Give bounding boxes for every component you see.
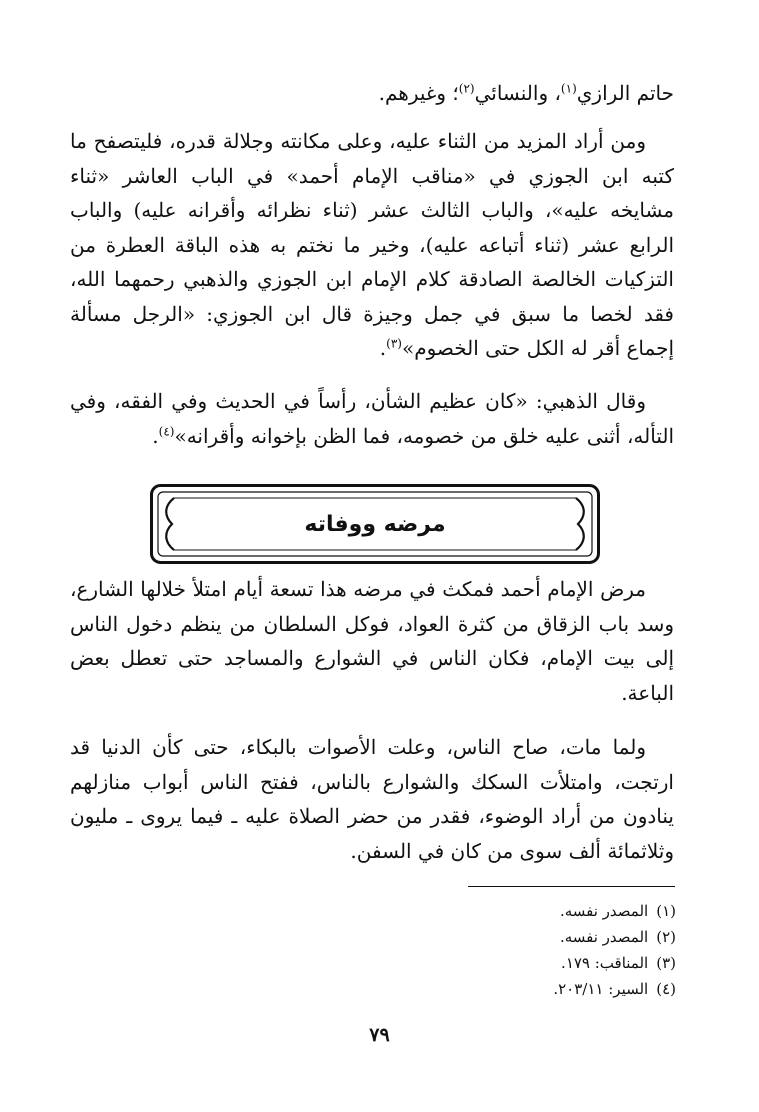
footnotes [440,898,676,1002]
paragraph-5-text: ولما مات، صاح الناس، وعلت الأصوات بالبكاء، حتى كأن الدنيا قد ارتجت، وامتلأت السكك والشوارع بالناس، ففتح الناس أبواب منازلهم ينادون من أراد الوضوء، فقدر من حضر الصلاة عليه ـ فيما يروى ـ مليون وثلاثمائة ألف سوى من كان في السفن. [70,735,674,863]
paragraph-4 [70,572,674,710]
footnote-2 [440,924,676,950]
page-number: ٧٩ [369,1024,390,1046]
footnote-text: المصدر نفسه. [559,928,649,946]
footnote-separator [468,886,675,887]
section-heading: مرضه ووفاته [304,511,446,537]
footnote-number: (٤) [656,980,676,998]
paragraph-3-text: وقال الذهبي: «كان عظيم الشأن، رأساً في الحديث وفي الفقه، وفي التأله، أثنى عليه خلق من خصومه، فما الظن بإخوانه وأقرانه» [70,389,674,448]
footnote-number: (١) [656,902,676,920]
footnote-3 [440,950,676,976]
footnote-ref-4: (٤) [158,423,175,438]
footnote-text: المناقب: ١٧٩. [561,954,649,972]
paragraph-1-mid: ، والنسائي [474,81,561,105]
section-heading-frame [150,484,600,564]
footnote-text: المصدر نفسه. [559,902,649,920]
paragraph-2-end: . [379,336,387,360]
footnote-ref-1: (١) [560,81,577,96]
paragraph-3 [70,384,674,453]
footnote-ref-3: (٣) [386,336,402,351]
paragraph-1-end: ؛ وغيرهم. [378,81,459,105]
footnote-number: (٣) [656,954,676,972]
footnote-1 [440,898,676,924]
paragraph-2 [70,124,674,366]
paragraph-1-start: حاتم الرازي [576,81,674,105]
footnote-text: السير: ٢٠٣/١١. [553,980,649,998]
paragraph-2-text: ومن أراد المزيد من الثناء عليه، وعلى مكانته وجلالة قدره، فليتصفح ما كتبه ابن الجوزي في «مناقب الإمام أحمد» في الباب العاشر «ثناء مشايخه عليه»، والباب الثالث عشر (ثناء نظرائه وأقرانه عليه) والباب الرابع عشر (ثناء أتباعه عليه)، وخير ما نختم به هذه الباقة العطرة من التزكيات الخالصة الصادقة كلام الإمام ابن الجوزي والذهبي رحمهما الله، فقد لخصا ما سبق في جمل وجيزة قال ابن الجوزي: «الرجل مسألة إجماع أقر له الكل حتى الخصوم» [70,129,674,360]
paragraph-1 [70,76,674,111]
paragraph-3-end: . [152,423,159,448]
footnote-number: (٢) [656,928,676,946]
paragraph-4-text: مرض الإمام أحمد فمكث في مرضه هذا تسعة أيام امتلأ خلالها الشارع، وسد باب الزقاق من كثرة العواد، فوكل السلطان من ينظم دخول الناس إلى بيت الإمام، فكان الناس في الشوارع والمساجد حتى تعطل بعض الباعة. [70,577,674,705]
footnote-ref-2: (٢) [458,81,475,96]
paragraph-5 [70,730,674,868]
footnote-4 [440,976,676,1002]
